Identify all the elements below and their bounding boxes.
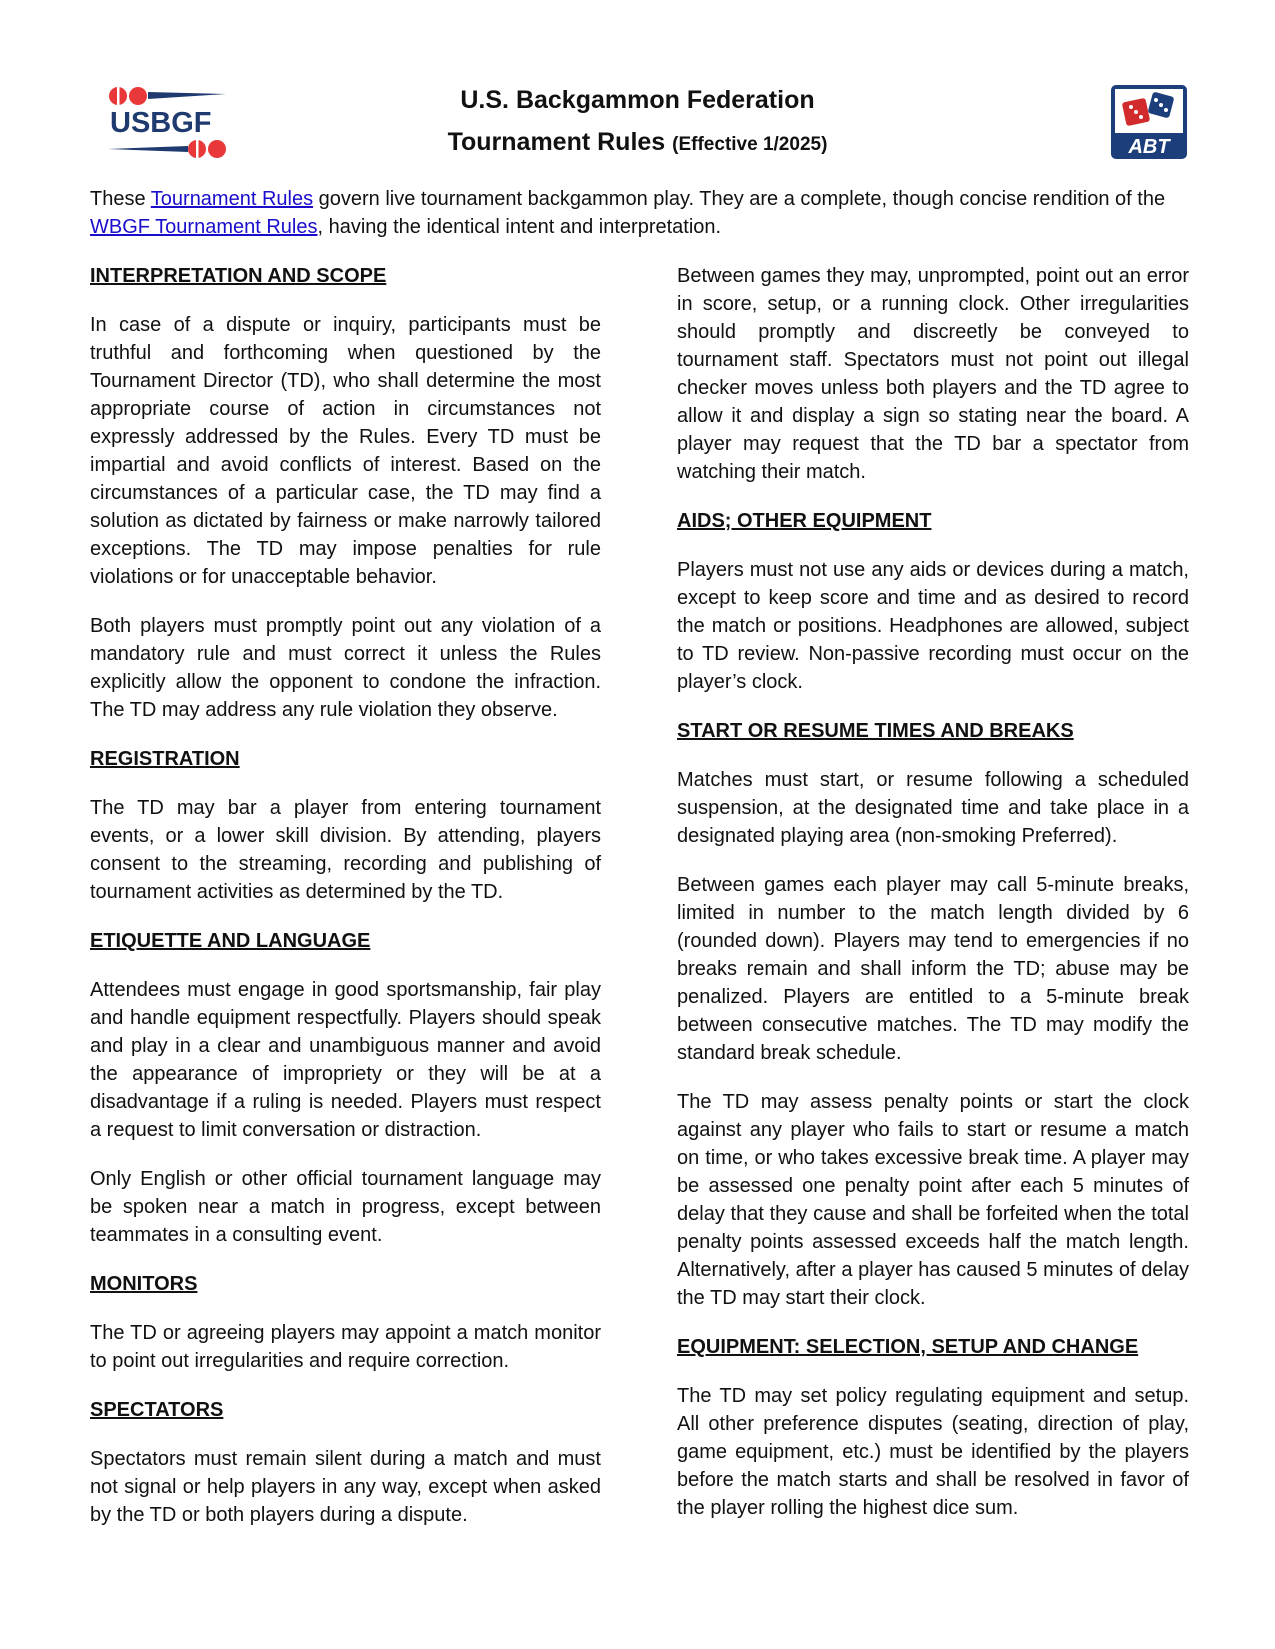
- section-paragraph: The TD or agreeing players may appoint a match monitor to point out irregularities and require correction.: [90, 1322, 601, 1372]
- section-paragraph: Between games they may, unprompted, point out an error in score, setup, or a running clock. Other irregularities should promptly and discreetly be conveyed to tournament staff. Spectators must not point out illegal checker moves unless both players and the TD agree to allow it and display a sign so stating near the board. A player may request that the TD bar a spectator from watching their match.: [677, 265, 1189, 483]
- section-paragraph: Both players must promptly point out any violation of a mandatory rule and must correct it unless the Rules explicitly allow the opponent to condone the infraction. The TD may address any rule violation they observe.: [90, 615, 601, 721]
- usbgf-logo-text: USBGF: [110, 107, 212, 139]
- tournament-rules-link[interactable]: Tournament Rules: [150, 188, 314, 210]
- section-paragraph: Attendees must engage in good sportsmanship, fair play and handle equipment respectfully. Players should speak and play in a clear and unambiguous manner and avoid the appearance of impropriety or they will be at a disadvantage if a ruling is needed. Players must respect a request to limit conversation or distraction.: [90, 979, 601, 1141]
- abt-logo-text: ABT: [1128, 136, 1170, 158]
- section-paragraph: Matches must start, or resume following a scheduled suspension, at the designated time and take place in a designated playing area (non-smoking Preferred).: [677, 769, 1189, 847]
- section-paragraph: The TD may bar a player from entering tournament events, or a lower skill division. By attending, players consent to the streaming, recording and publishing of tournament activities as determined by the TD.: [90, 797, 601, 903]
- section-paragraph: In case of a dispute or inquiry, participants must be truthful and forthcoming when questioned by the Tournament Director (TD), who shall determine the most appropriate course of action in circumstances not expressly addressed by the Rules. Every TD must be impartial and avoid conflicts of interest. Based on the circumstances of a particular case, the TD may find a solution as dictated by fairness or make narrowly tailored exceptions. The TD may impose penalties for rule violations or for unacceptable behavior.: [90, 314, 601, 588]
- section-heading-equipment: EQUIPMENT: SELECTION, SETUP AND CHANGE: [677, 1336, 1139, 1358]
- intro-text: , having the identical intent and interpretation.: [317, 216, 722, 238]
- page-title: U.S. Backgammon Federation: [460, 86, 815, 114]
- page-subtitle: [330, 122, 945, 165]
- section-paragraph: Spectators must remain silent during a match and must not signal or help players in any way, except when asked by the TD or both players during a dispute.: [90, 1448, 601, 1526]
- left-column: [90, 262, 601, 1550]
- section-heading-interpretation: INTERPRETATION AND SCOPE: [90, 265, 387, 287]
- abt-logo: [1110, 84, 1188, 160]
- section-paragraph: Between games each player may call 5-minute breaks, limited in number to the match length divided by 6 (rounded down). Players may tend to emergencies if no breaks remain and shall inform the TD; abuse may be penalized. Players are entitled to a 5-minute break between consecutive matches. The TD may modify the standard break schedule.: [677, 874, 1189, 1064]
- logo-dot: [208, 140, 226, 158]
- section-paragraph: The TD may assess penalty points or start the clock against any player who fails to start or resume a match on time, or who takes excessive break time. A player may be assessed one penalty point after each 5 minutes of delay that they cause and shall be forfeited when the total penalty points assessed exceeds half the match length. Alternatively, after a player has caused 5 minutes of delay the TD may start their clock.: [677, 1091, 1189, 1309]
- wbgf-rules-link[interactable]: WBGF Tournament Rules: [90, 216, 318, 238]
- section-paragraph: Players must not use any aids or devices during a match, except to keep score and time and as desired to record the match or positions. Headphones are allowed, subject to TD review. Non-passive recording must occur on the player’s clock.: [677, 559, 1189, 693]
- section-heading-start-times: START OR RESUME TIMES AND BREAKS: [677, 720, 1074, 742]
- intro-text: These: [90, 188, 151, 210]
- intro-paragraph: [90, 185, 1190, 241]
- right-column: [677, 262, 1189, 1543]
- section-heading-etiquette: ETIQUETTE AND LANGUAGE: [90, 930, 371, 952]
- section-paragraph: The TD may set policy regulating equipment and setup. All other preference disputes (seating, direction of play, game equipment, etc.) must be identified by the players before the match starts and shall be resolved in favor of the player rolling the highest dice sum.: [677, 1385, 1189, 1519]
- intro-text: govern live tournament backgammon play. They are a complete, though concise rendition of the: [313, 188, 1166, 210]
- effective-date: (Effective 1/2025): [672, 134, 828, 155]
- section-paragraph: Only English or other official tournament language may be spoken near a match in progress, except between teammates in a consulting event.: [90, 1168, 601, 1246]
- subtitle-text: Tournament Rules: [447, 128, 666, 156]
- usbgf-logo: [108, 84, 228, 162]
- section-heading-aids: AIDS; OTHER EQUIPMENT: [677, 510, 932, 532]
- section-heading-spectators: SPECTATORS: [90, 1399, 224, 1421]
- section-heading-registration: REGISTRATION: [90, 748, 240, 770]
- page-header: [330, 82, 945, 165]
- section-heading-monitors: MONITORS: [90, 1273, 198, 1295]
- logo-dot: [129, 87, 147, 105]
